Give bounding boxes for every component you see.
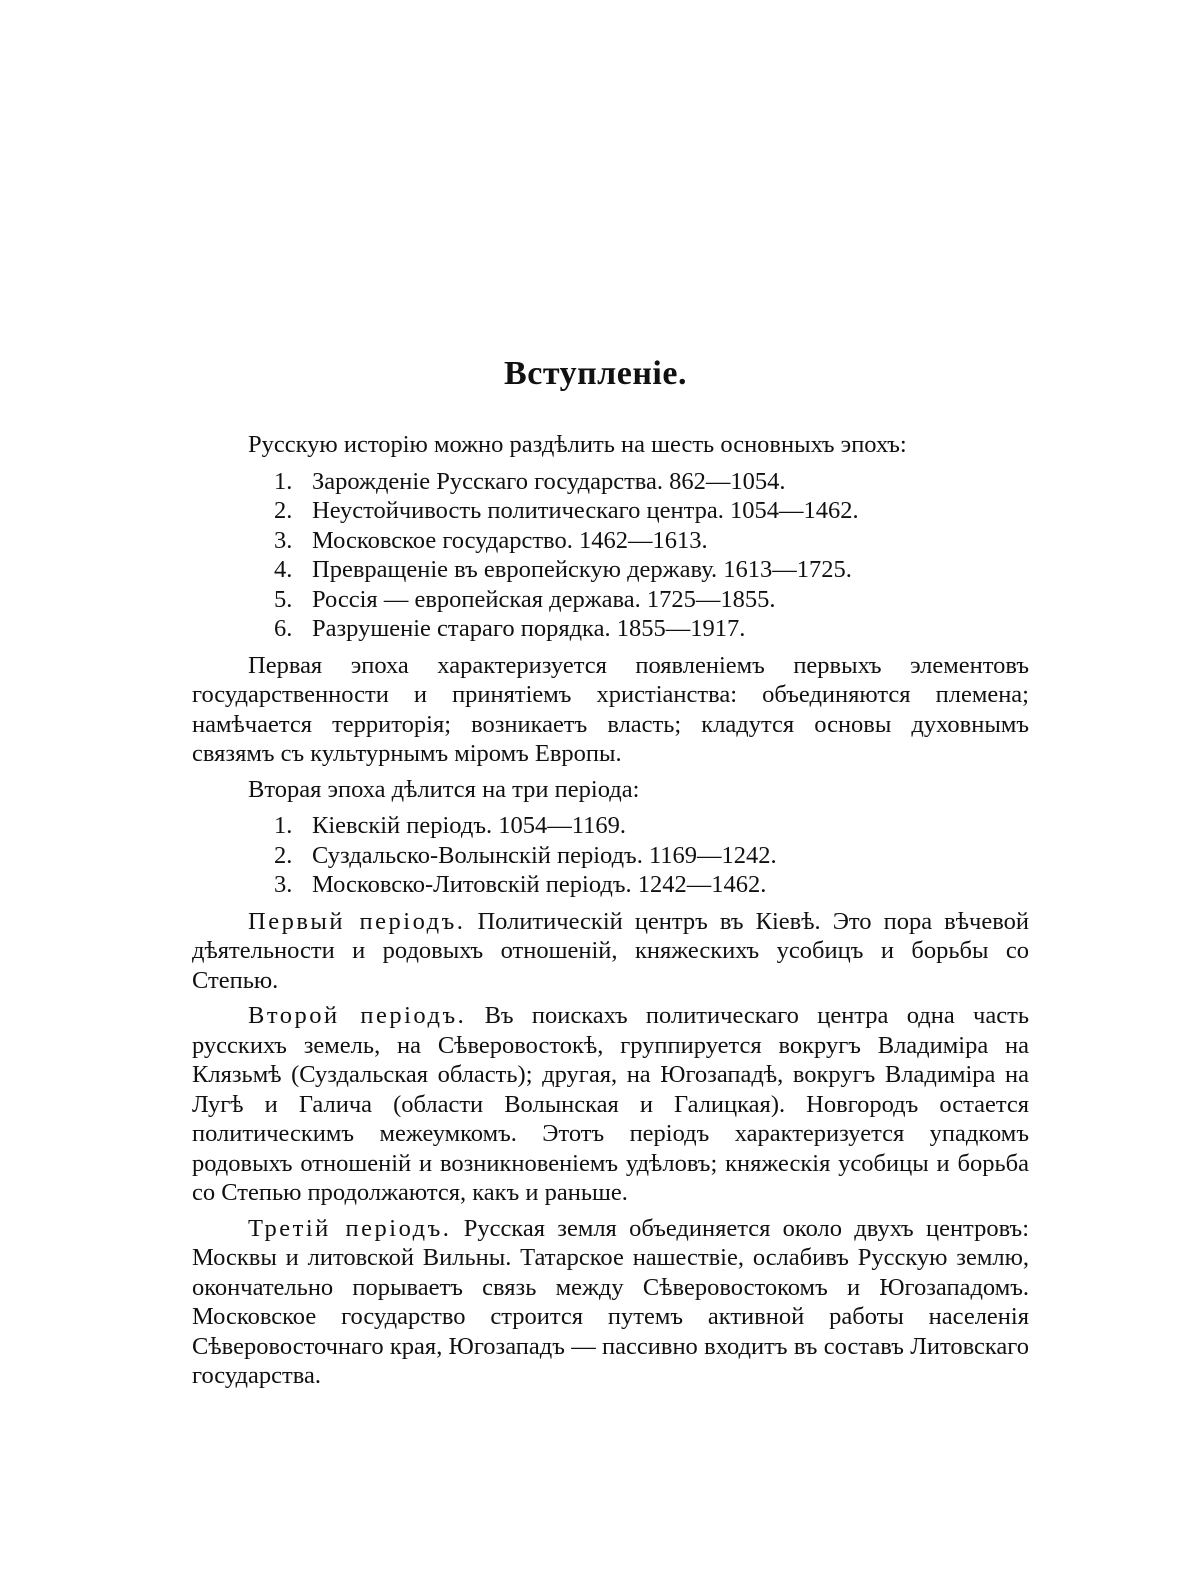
epoch-item bbox=[274, 614, 1029, 644]
epoch-number: 1. bbox=[274, 467, 293, 495]
epoch-number: 2. bbox=[274, 497, 293, 524]
epoch-text: Московское государство. 1462—1613. bbox=[312, 526, 708, 554]
page-title: Вступленіе. bbox=[504, 355, 687, 392]
second-period-paragraph bbox=[192, 1001, 1029, 1208]
first-period-lead: Первый періодъ. bbox=[248, 907, 466, 935]
period-item bbox=[274, 841, 1029, 871]
epoch-item bbox=[274, 585, 1029, 615]
period-number: 3. bbox=[274, 871, 293, 898]
period-item bbox=[274, 870, 1029, 900]
epoch-text: Разрушеніе стараго порядка. 1855—1917. bbox=[312, 615, 746, 642]
epoch-text: Неустойчивость политическаго центра. 1054—1462. bbox=[312, 497, 859, 524]
period-number: 2. bbox=[274, 841, 293, 869]
second-period-lead: Второй періодъ. bbox=[248, 1002, 467, 1029]
epoch-item bbox=[274, 555, 1029, 585]
first-period-paragraph bbox=[192, 907, 1029, 996]
epoch-number: 5. bbox=[274, 585, 293, 613]
second-epoch-intro: Вторая эпоха дѣлится на три періода: bbox=[248, 775, 640, 803]
third-period-text: Русская земля объединяется около двухъ центровъ: Москвы и литовской Вильны. Татарское нашествіе, ослабивъ Русскую землю, окончательно порываетъ связь между Сѣверовостокомъ и Югозападомъ. Московское государство строится путемъ активной работы населенія Сѣверовосточнаго края, Югозападъ — пассивно входитъ въ составъ Литовскаго государства. bbox=[192, 1214, 1029, 1389]
epoch-number: 6. bbox=[274, 615, 293, 642]
first-epoch-paragraph: Первая эпоха характеризуется появленіемъ первыхъ элементовъ государственности и принятіемъ христіанства: объединяются племена; намѣчается территорія; возникаетъ власть; кладутся основы духовнымъ связямъ съ культурнымъ міромъ Европы. bbox=[192, 651, 1029, 767]
period-text: Суздальско-Волынскій періодъ. 1169—1242. bbox=[312, 841, 777, 869]
intro-paragraph: Русскую исторію можно раздѣлить на шесть основныхъ эпохъ: bbox=[248, 431, 907, 458]
period-number: 1. bbox=[274, 812, 293, 839]
third-period-lead: Третій періодъ. bbox=[248, 1214, 452, 1242]
epoch-item bbox=[274, 526, 1029, 556]
period-text: Московско-Литовскій періодъ. 1242—1462. bbox=[312, 871, 767, 898]
epochs-list bbox=[192, 467, 1029, 644]
epoch-text: Зарожденіе Русскаго государства. 862—1054. bbox=[312, 467, 786, 495]
epoch-text: Превращеніе въ европейскую державу. 1613—1725. bbox=[312, 556, 852, 583]
third-period-paragraph bbox=[192, 1214, 1029, 1391]
epoch-number: 4. bbox=[274, 556, 293, 583]
first-period-text: Политическій центръ въ Кіевѣ. Это пора вѣчевой дѣятельности и родовыхъ отношеній, княжескихъ усобицъ и борьбы со Степью. bbox=[192, 907, 1029, 994]
document-body bbox=[192, 430, 1029, 1391]
epoch-item bbox=[274, 467, 1029, 497]
epoch-number: 3. bbox=[274, 526, 293, 554]
epoch-text: Россія — европейская держава. 1725—1855. bbox=[312, 585, 776, 613]
second-period-text: Въ поискахъ политическаго центра одна часть русскихъ земель, на Сѣверовостокѣ, группируется вокругъ Владиміра на Клязьмѣ (Суздальская область); другая, на Югозападѣ, вокругъ Владиміра на Лугѣ и Галича (области Волынская и Галицкая). Новгородъ остается политическимъ межеумкомъ. Этотъ періодъ характеризуется упадкомъ родовыхъ отношеній и возникновеніемъ удѣловъ; княжескія усобицы и борьба со Степью продолжаются, какъ и раньше. bbox=[192, 1002, 1029, 1206]
period-text: Кіевскій періодъ. 1054—1169. bbox=[312, 812, 626, 839]
periods-list bbox=[192, 811, 1029, 900]
epoch-item bbox=[274, 496, 1029, 526]
period-item bbox=[274, 811, 1029, 841]
